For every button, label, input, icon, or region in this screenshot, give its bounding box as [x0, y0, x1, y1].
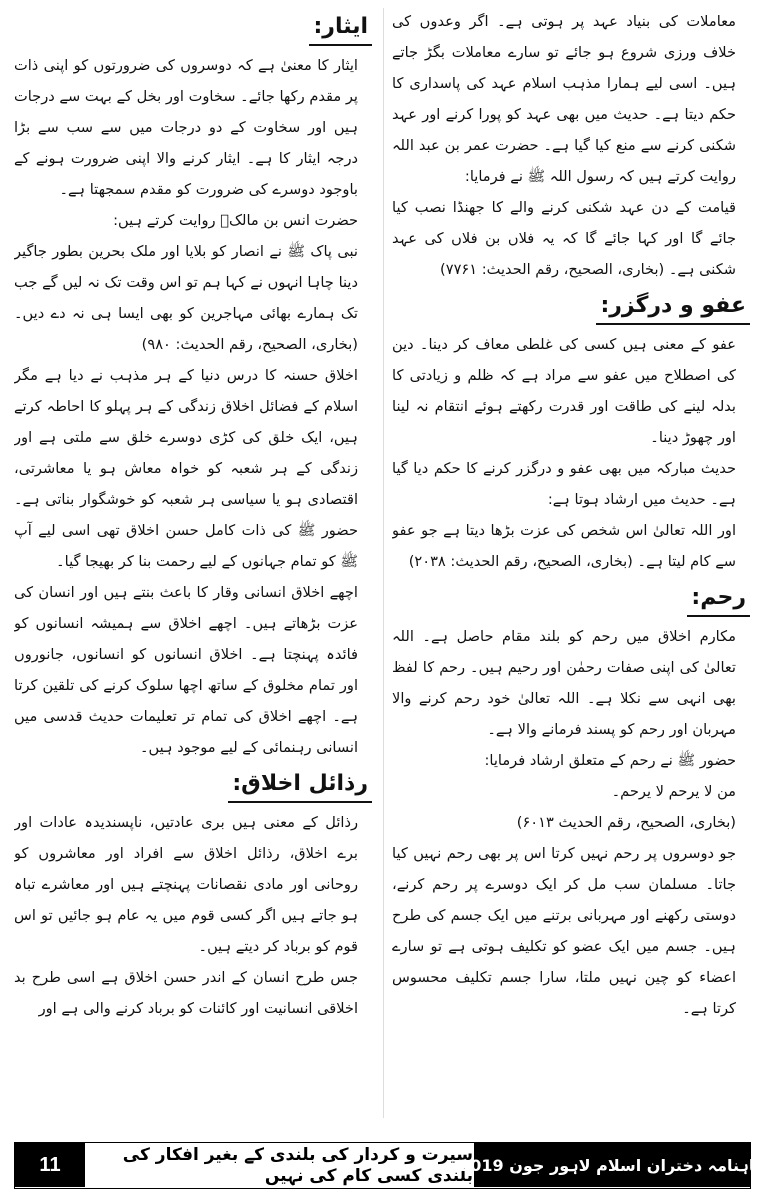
paragraph: نبی پاک ﷺ نے انصار کو بلایا اور ملک بحرین بطور جاگیر دینا چاہا انہوں نے کہا ہم تو اس وقت تک نہ لیں گے جب تک ہمارے بھائی مہاجرین کو بھی ایسا ہی نہ دے دیں۔ (بخاری، الصحیح، رقم الحدیث: ۹۸۰): [14, 243, 358, 353]
magazine-title: ماہنامہ دختران اسلام لاہور جون 2019: [474, 1143, 750, 1187]
paragraph: اخلاق حسنہ کا درس دنیا کے ہر مذہب نے دیا ہے مگر اسلام کے فضائل اخلاق زندگی کے ہر پہلو کا احاطہ کرتے ہیں، ایک خلق کی کڑی دوسرے خلق سے ملتی ہے اور زندگی کے ہر شعبہ کو خواہ معاش ہو یا معاشرتی، اقتصادی ہو یا سیاسی ہر شعبہ کو خوشگوار بناتی ہے۔ حضور ﷺ کی ذات کامل حسن اخلاق تھی اسی لیے آپ ﷺ کو تمام جہانوں کے لیے رحمت بنا کر بھیجا گیا۔: [14, 367, 358, 570]
paragraph: رذائل کے معنی ہیں بری عادتیں، ناپسندیدہ عادات اور برے اخلاق، رذائل اخلاق سے افراد اور معاشروں کو روحانی اور مادی نقصانات پہنچتے ہیں اور معاشرے تباہ ہو جاتے ہیں اگر کسی قوم میں یہ عام ہو جائیں تو اس قوم کو برباد کر دیتے ہیں۔: [14, 814, 358, 955]
paragraph: معاملات کی بنیاد عہد پر ہوتی ہے۔ اگر وعدوں کی خلاف ورزی شروع ہو جائے تو سارے معاملات بگڑ جاتے ہیں۔ اسی لیے ہمارا مذہب اسلام عہد کی پاسداری کا حکم دیتا ہے۔ حدیث میں بھی عہد کو پورا کرنے اور عہد شکنی کرنے سے منع کیا گیا ہے۔ حضرت عمر بن عبد اللہ روایت کرتے ہیں کہ رسول اللہ ﷺ نے فرمایا:: [392, 13, 736, 185]
paragraph: من لا یرحم لا یرحم۔: [611, 783, 736, 800]
heading-wrap: [392, 577, 750, 621]
paragraph: اور اللہ تعالیٰ اس شخص کی عزت بڑھا دیتا ہے جو عفو سے کام لیتا ہے۔ (بخاری، الصحیح، رقم الحدیث: ۲۰۳۸): [392, 522, 736, 570]
section-heading: رذائل اخلاق:: [228, 769, 372, 803]
paragraph: مکارم اخلاق میں رحم کو بلند مقام حاصل ہے۔ اللہ تعالیٰ کی اپنی صفات رحمٰن اور رحیم ہیں۔ رحم کا لفظ بھی انہی سے نکلا ہے۔ اللہ تعالیٰ خود رحم کرنے والا مہربان اور رحم کو پسند فرمانے والا ہے۔: [392, 628, 736, 738]
left-column: [14, 6, 372, 1126]
page-number: 11: [15, 1143, 85, 1187]
paragraph: جس طرح انسان کے اندر حسن اخلاق ہے اسی طرح بد اخلاقی انسانیت اور کائنات کو برباد کرنے والی ہے اور: [14, 969, 358, 1017]
section-heading: عفو و درگزر:: [596, 291, 750, 325]
heading-wrap: [14, 763, 372, 807]
heading-wrap: [392, 285, 750, 329]
section-heading: رحم:: [687, 583, 750, 617]
paragraph: حدیث مبارکہ میں بھی عفو و درگزر کرنے کا حکم دیا گیا ہے۔ حدیث میں ارشاد ہوتا ہے:: [392, 460, 736, 508]
paragraph: اچھے اخلاق انسانی وقار کا باعث بنتے ہیں اور انسان کی عزت بڑھاتے ہیں۔ اچھے اخلاق سے ہمیشہ انسانوں کو فائدہ پہنچتا ہے۔ اخلاق انسانوں کو انسانوں، جانوروں اور تمام مخلوق کے ساتھ اچھا سلوک کرنے کی تلقین کرتا ہے۔ اچھے اخلاق کی تمام تر تعلیمات حدیث قدسی میں انسانی رہنمائی کے لیے موجود ہیں۔: [14, 584, 358, 756]
section-heading: ایثار:: [309, 12, 372, 46]
paragraph: جو دوسروں پر رحم نہیں کرتا اس پر بھی رحم نہیں کیا جاتا۔ مسلمان سب مل کر ایک دوسرے پر رحم کرنے، دوستی رکھنے اور مہربانی برتنے میں ایک جسم کی طرح ہیں۔ جسم میں ایک عضو کو تکلیف ہوتی ہے تو سارے اعضاء کو چین نہیں ملتا، سارا جسم تکلیف محسوس کرتا ہے۔: [392, 845, 736, 1017]
paragraph: قیامت کے دن عہد شکنی کرنے والے کا جھنڈا نصب کیا جائے گا اور کہا جائے گا کہ یہ فلاں بن فلاں کی عہد شکنی ہے۔ (بخاری، الصحیح، رقم الحدیث: ۷۷۶۱): [392, 199, 736, 278]
page-footer: [14, 1142, 765, 1189]
heading-wrap: [14, 6, 372, 50]
paragraph: عفو کے معنی ہیں کسی کی غلطی معاف کر دینا۔ دین کی اصطلاح میں عفو سے مراد ہے کہ ظلم و زیادتی کا بدلہ لینے کی طاقت اور قدرت رکھتے ہوئے انتقام نہ لینا اور چھوڑ دینا۔: [392, 336, 736, 446]
right-column: [392, 6, 750, 1126]
paragraph: حضرت انس بن مالکؓ روایت کرتے ہیں:: [113, 212, 358, 229]
paragraph: حضور ﷺ نے رحم کے متعلق ارشاد فرمایا:: [484, 752, 736, 769]
paragraph: (بخاری، الصحیح، رقم الحدیث ۶۰۱۳): [516, 814, 736, 831]
paragraph: ایثار کا معنیٰ ہے کہ دوسروں کی ضرورتوں کو اپنی ذات پر مقدم رکھا جائے۔ سخاوت اور بخل کے بہت سے درجات ہیں اور سخاوت کے دو درجات میں سے سب سے بڑا درجہ ایثار کا ہے۔ ایثار کرنے والا اپنی ضرورت ہونے کے باوجود دوسرے کی ضرورت کو مقدم سمجھتا ہے۔: [14, 57, 358, 198]
footer-slogan: سیرت و کردار کی بلندی کے بغیر افکار کی بلندی کسی کام کی نہیں: [122, 1145, 473, 1186]
column-divider: [383, 8, 384, 1118]
